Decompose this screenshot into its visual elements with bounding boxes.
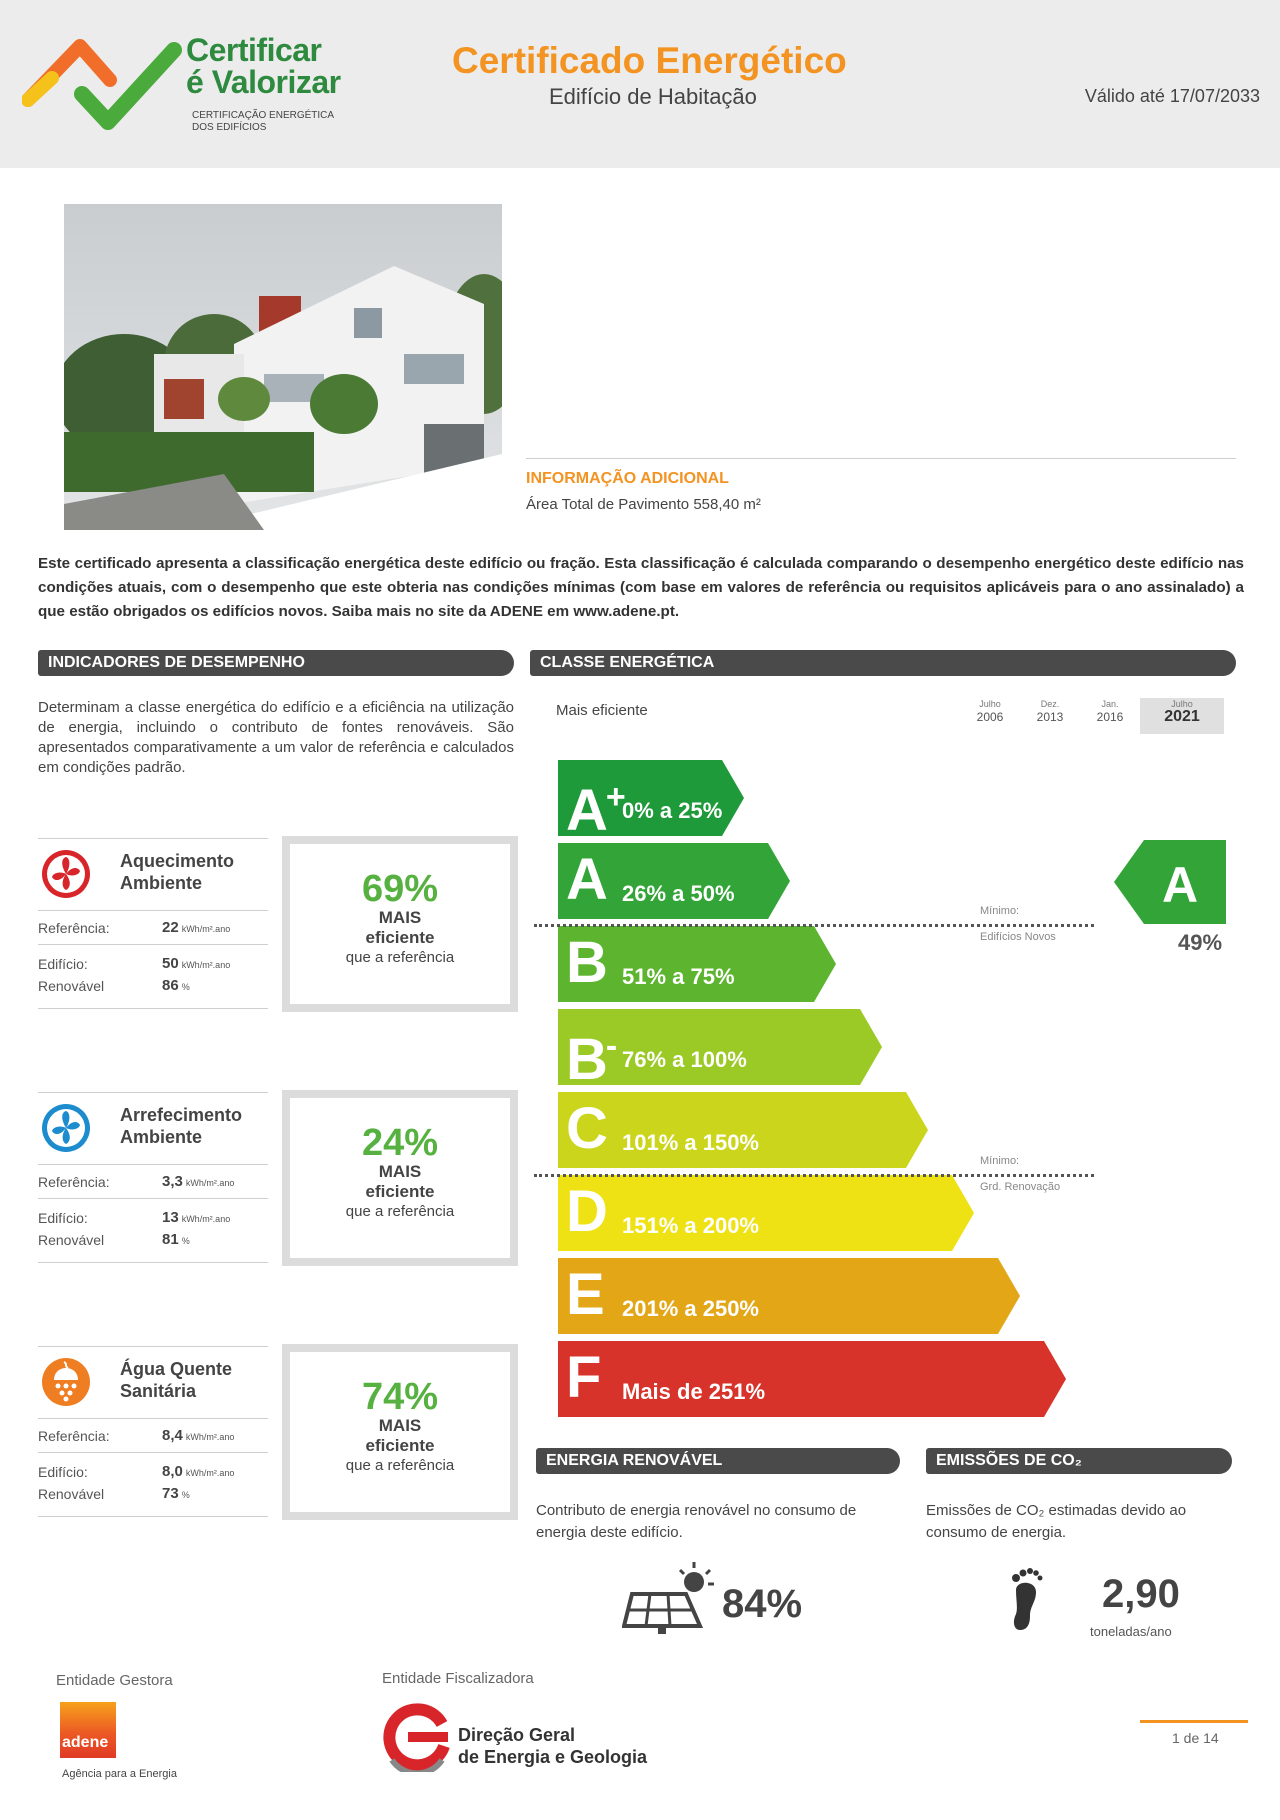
energy-class-modifier: +: [605, 778, 626, 816]
divider: [38, 1164, 268, 1165]
validity-date: Válido até 17/07/2033: [1084, 86, 1260, 106]
efficiency-percent: 24%: [361, 1122, 439, 1164]
than-reference-label: que a referência: [345, 1457, 455, 1474]
reference-label: Referência:: [38, 1428, 110, 1444]
managing-entity-label: Entidade Gestora: [56, 1672, 173, 1689]
energy-class-letter: B: [566, 930, 608, 995]
efficiency-box: [282, 836, 518, 1012]
energy-class-range: 51% a 75%: [622, 964, 735, 989]
divider: [38, 1262, 268, 1263]
renewable-section-bar: ENERGIA RENOVÁVEL: [536, 1448, 900, 1474]
energy-class-range: 76% a 100%: [622, 1047, 747, 1072]
indicator-hot-water: [38, 1346, 518, 1526]
more-label: MAIS: [378, 1162, 422, 1181]
page-number: 1 de 14: [1172, 1730, 1219, 1746]
certificar-logo: [22, 34, 372, 144]
indicator-name: Aquecimento Ambiente: [120, 851, 235, 893]
divider: [38, 1008, 268, 1009]
adene-logo-text: adene: [62, 1734, 109, 1751]
result-class-marker: [1114, 840, 1226, 929]
energy-class-b-minus: [558, 1009, 882, 1092]
building-label: Edifício:: [38, 1210, 88, 1226]
divider: [38, 1516, 268, 1517]
building-label: Edifício:: [38, 956, 88, 972]
efficient-label: eficiente: [365, 1182, 435, 1201]
reference-label: Referência:: [38, 920, 110, 936]
divider: [38, 1452, 268, 1453]
logo-subtitle: CERTIFICAÇÃO ENERGÉTICA DOS EDIFÍCIOS: [192, 110, 335, 133]
renewable-label: Renovável: [38, 978, 105, 994]
most-efficient-label: Mais eficiente: [556, 702, 648, 719]
energy-class-range: Mais de 251%: [622, 1379, 766, 1404]
renewable-value: 81 %: [162, 1231, 190, 1248]
reference-label: Referência:: [38, 1174, 110, 1190]
emissions-value: 2,90: [1102, 1572, 1180, 1616]
page-subtitle: Edifício de Habitação: [549, 84, 757, 109]
min-renovation-sublabel: Grd. Renovação: [980, 1181, 1061, 1193]
divider: [38, 1418, 268, 1419]
energy-class-c: [558, 1092, 928, 1168]
energy-class-e: [558, 1258, 1020, 1334]
building-label: Edifício:: [38, 1464, 88, 1480]
than-reference-label: que a referência: [345, 1203, 455, 1220]
efficiency-percent: 74%: [361, 1376, 439, 1418]
solar-panel-icon: [622, 1560, 718, 1636]
additional-info-divider: [526, 458, 1236, 459]
page-title: Certificado Energético: [452, 40, 847, 81]
efficiency-box: [282, 1090, 518, 1266]
energy-class-letter: F: [566, 1345, 602, 1410]
building-value: 50 kWh/m².ano: [162, 955, 231, 972]
year-tab-2021: Julho 2021: [1140, 698, 1224, 734]
min-new-buildings-label: Mínimo:: [980, 905, 1020, 917]
emissions-section-bar: EMISSÕES DE CO₂: [926, 1448, 1232, 1474]
adene-tagline: Agência para a Energia: [62, 1768, 177, 1780]
renewable-label: Renovável: [38, 1232, 105, 1248]
additional-info-title: INFORMAÇÃO ADICIONAL: [526, 470, 729, 487]
renewable-description: Contributo de energia renovável no consumo de energia deste edifício.: [536, 1502, 857, 1541]
divider: [38, 838, 268, 839]
building-value: 8,0 kWh/m².ano: [162, 1463, 235, 1480]
energy-class-letter: D: [566, 1179, 608, 1244]
footprint-icon: [1006, 1566, 1046, 1632]
emissions-unit: toneladas/ano: [1090, 1624, 1172, 1639]
more-label: MAIS: [378, 1416, 422, 1435]
energy-class-a: [558, 843, 790, 919]
result-class-letter: A: [1161, 857, 1199, 913]
min-new-buildings-sublabel: Edifícios Novos: [980, 931, 1056, 943]
divider: [38, 944, 268, 945]
indicators-section-bar: INDICADORES DE DESEMPENHO: [38, 650, 514, 676]
building-value: 13 kWh/m².ano: [162, 1209, 231, 1226]
heating-fan-icon: [40, 848, 92, 900]
logo-title: Certificar é Valorizar: [186, 32, 341, 100]
efficiency-percent: 69%: [361, 868, 439, 910]
reference-value: 8,4 kWh/m².ano: [162, 1427, 235, 1444]
year-tab-2006: Julho 2006: [976, 699, 1004, 724]
regulation-year-selector: [960, 698, 1228, 734]
reference-value: 3,3 kWh/m².ano: [162, 1173, 235, 1190]
indicator-heating: [38, 838, 518, 1018]
renewable-percent: 84%: [722, 1582, 803, 1626]
energy-class-letter: E: [566, 1262, 605, 1327]
building-photo: [64, 204, 502, 530]
dgeg-logo-icon: [382, 1702, 452, 1772]
energy-class-range: 26% a 50%: [622, 881, 735, 906]
divider: [38, 1198, 268, 1199]
energy-class-range: 0% a 25%: [622, 798, 723, 823]
efficient-label: eficiente: [365, 1436, 435, 1455]
dgeg-name: Direção Geral de Energia e Geologia: [458, 1725, 648, 1767]
more-label: MAIS: [378, 908, 422, 927]
min-renovation-line: [534, 1174, 1094, 1177]
total-floor-area: Área Total de Pavimento 558,40 m²: [526, 496, 761, 513]
renewable-value: 73 %: [162, 1485, 190, 1502]
min-new-buildings-line: [534, 924, 1094, 927]
renewable-label: Renovável: [38, 1486, 105, 1502]
energy-class-arrow: [558, 1175, 974, 1251]
energy-class-section-bar: CLASSE ENERGÉTICA: [530, 650, 1236, 676]
min-renovation-label: Mínimo:: [980, 1155, 1020, 1167]
checkmark-logo-icon: [22, 34, 187, 144]
renewable-value: 86 %: [162, 977, 190, 994]
energy-class-letter: C: [566, 1096, 608, 1161]
year-tab-2013: Dez. 2013: [1036, 699, 1064, 724]
indicator-cooling: [38, 1092, 518, 1272]
divider: [38, 1092, 268, 1093]
indicator-name: Água Quente Sanitária: [120, 1359, 233, 1401]
energy-class-range: 151% a 200%: [622, 1213, 759, 1238]
energy-class-range: 101% a 150%: [622, 1130, 759, 1155]
efficiency-box: [282, 1344, 518, 1520]
indicator-name: Arrefecimento Ambiente: [120, 1105, 243, 1147]
energy-class-range: 201% a 250%: [622, 1296, 759, 1321]
cooling-fan-icon: [40, 1102, 92, 1154]
energy-class-letter: A: [566, 847, 608, 912]
supervising-entity-label: Entidade Fiscalizadora: [382, 1670, 534, 1687]
indicators-description: Determinam a classe energética do edifício e a eficiência na utilização de energia, incluindo o contributo de fontes renováveis. São apresentados comparativamente a um valor de referência e calculados em condições padrão.: [38, 699, 514, 776]
hot-water-icon: [40, 1356, 92, 1408]
energy-class-letter: A+: [566, 778, 626, 843]
divider: [38, 910, 268, 911]
than-reference-label: que a referência: [345, 949, 455, 966]
energy-class-letter: B-: [566, 1027, 618, 1092]
reference-value: 22 kWh/m².ano: [162, 919, 231, 936]
energy-class-f: [558, 1341, 1066, 1417]
certificate-intro-text: Este certificado apresenta a classificação energética deste edifício ou fração. Esta classificação é calculada comparando o desempenho energético deste edifício nas condições atuais, com o desempenho que este obteria nas condições mínimas (com base em valores de referência ou requisitos aplicáveis para o ano assinalado) a que estão obrigados os edifícios novos. Saiba mais no site da ADENE em www.adene.pt.: [38, 555, 1244, 620]
energy-class-b: [558, 926, 836, 1002]
year-tab-2016: Jan. 2016: [1096, 699, 1124, 724]
divider: [38, 1346, 268, 1347]
certificate-header: [0, 0, 1280, 168]
page-indicator-line: [1140, 1720, 1248, 1723]
result-percent: 49%: [1178, 930, 1223, 955]
energy-class-d: [558, 1175, 974, 1251]
energy-class-modifier: -: [605, 1027, 618, 1065]
emissions-description: Emissões de CO₂ estimadas devido ao consumo de energia.: [926, 1502, 1187, 1541]
energy-class-a-plus: [558, 760, 744, 843]
efficient-label: eficiente: [365, 928, 435, 947]
